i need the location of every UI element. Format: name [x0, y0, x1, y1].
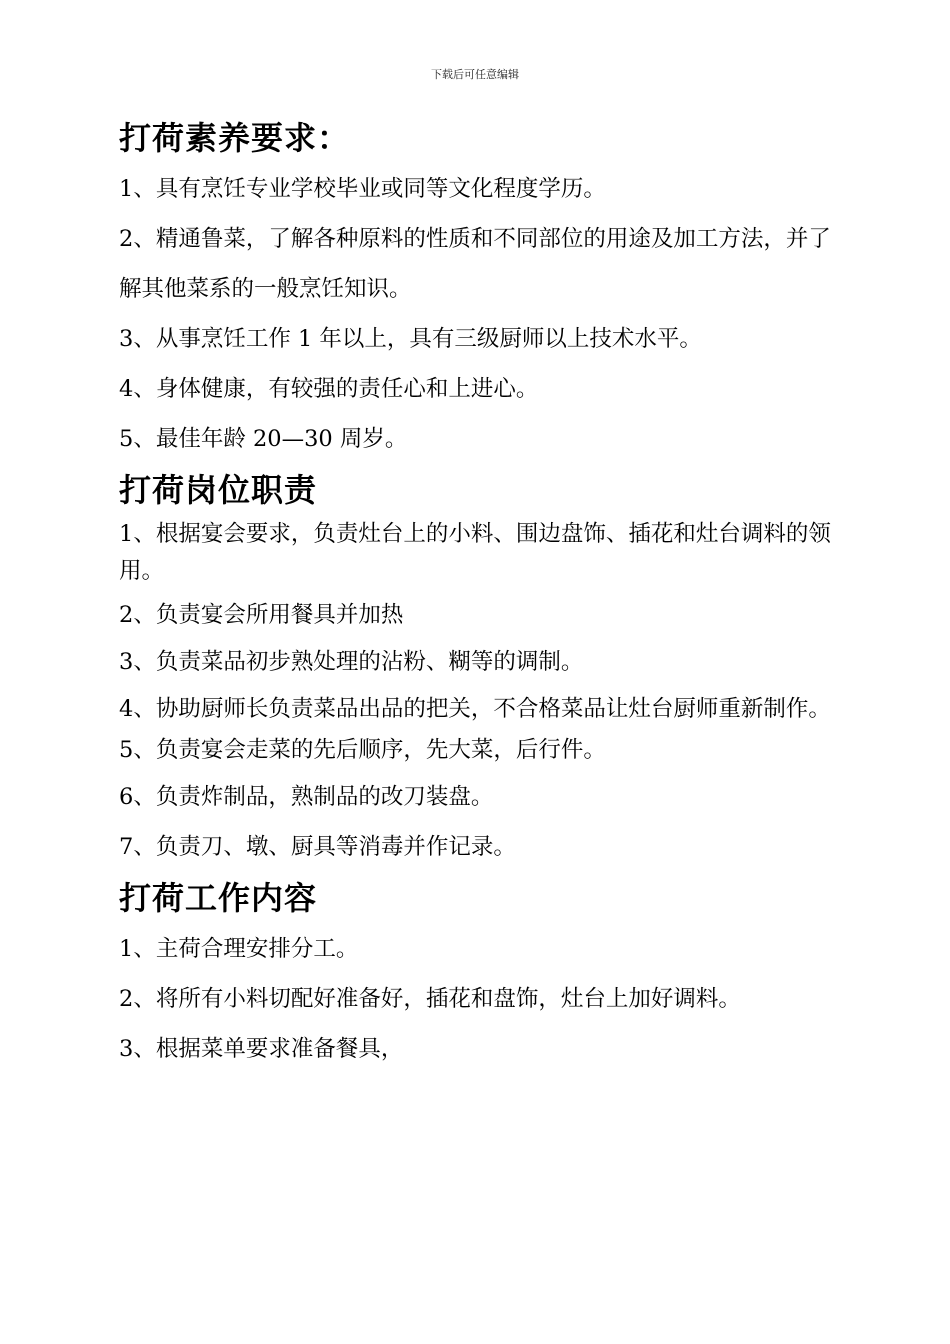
list-item: 3、负责菜品初步熟处理的沾粉、糊等的调制。 — [119, 649, 584, 675]
document-body — [119, 112, 839, 1074]
list-item: 2、将所有小料切配好准备好，插花和盘饰，灶台上加好调料。 — [119, 986, 741, 1012]
list-item: 3、根据菜单要求准备餐具， — [119, 1036, 404, 1062]
section-quality-requirements — [119, 112, 839, 464]
list-item: 5、负责宴会走菜的先后顺序，先大菜，后行件。 — [119, 737, 606, 763]
section-title: 打荷岗位职责 — [119, 471, 318, 509]
list-item: 1、具有烹饪专业学校毕业或同等文化程度学历。 — [119, 176, 606, 202]
list-item: 4、协助厨师长负责菜品出品的把关，不合格菜品让灶台厨师重新制作。 — [119, 696, 831, 722]
list-item: 5、最佳年龄 20—30 周岁。 — [119, 426, 408, 452]
list-item: 3、从事烹饪工作 1 年以上，具有三级厨师以上技术水平。 — [119, 326, 702, 352]
section-job-duties — [119, 464, 839, 872]
list-item: 2、精通鲁菜，了解各种原料的性质和不同部位的用途及加工方法，并了解其他菜系的一般烹饪知识。 — [119, 226, 831, 302]
list-item: 6、负责炸制品，熟制品的改刀装盘。 — [119, 784, 494, 810]
page-header-note: 下载后可任意编辑 — [431, 68, 519, 81]
list-item: 1、主荷合理安排分工。 — [119, 936, 359, 962]
section-title: 打荷工作内容 — [119, 879, 318, 917]
list-item: 2、负责宴会所用餐具并加热 — [119, 602, 404, 628]
section-work-content — [119, 872, 839, 1074]
list-item: 7、负责刀、墩、厨具等消毒并作记录。 — [119, 834, 516, 860]
list-item: 4、身体健康，有较强的责任心和上进心。 — [119, 376, 539, 402]
section-title: 打荷素养要求： — [119, 119, 351, 157]
list-item: 1、根据宴会要求，负责灶台上的小料、围边盘饰、插花和灶台调料的领用。 — [119, 521, 831, 584]
